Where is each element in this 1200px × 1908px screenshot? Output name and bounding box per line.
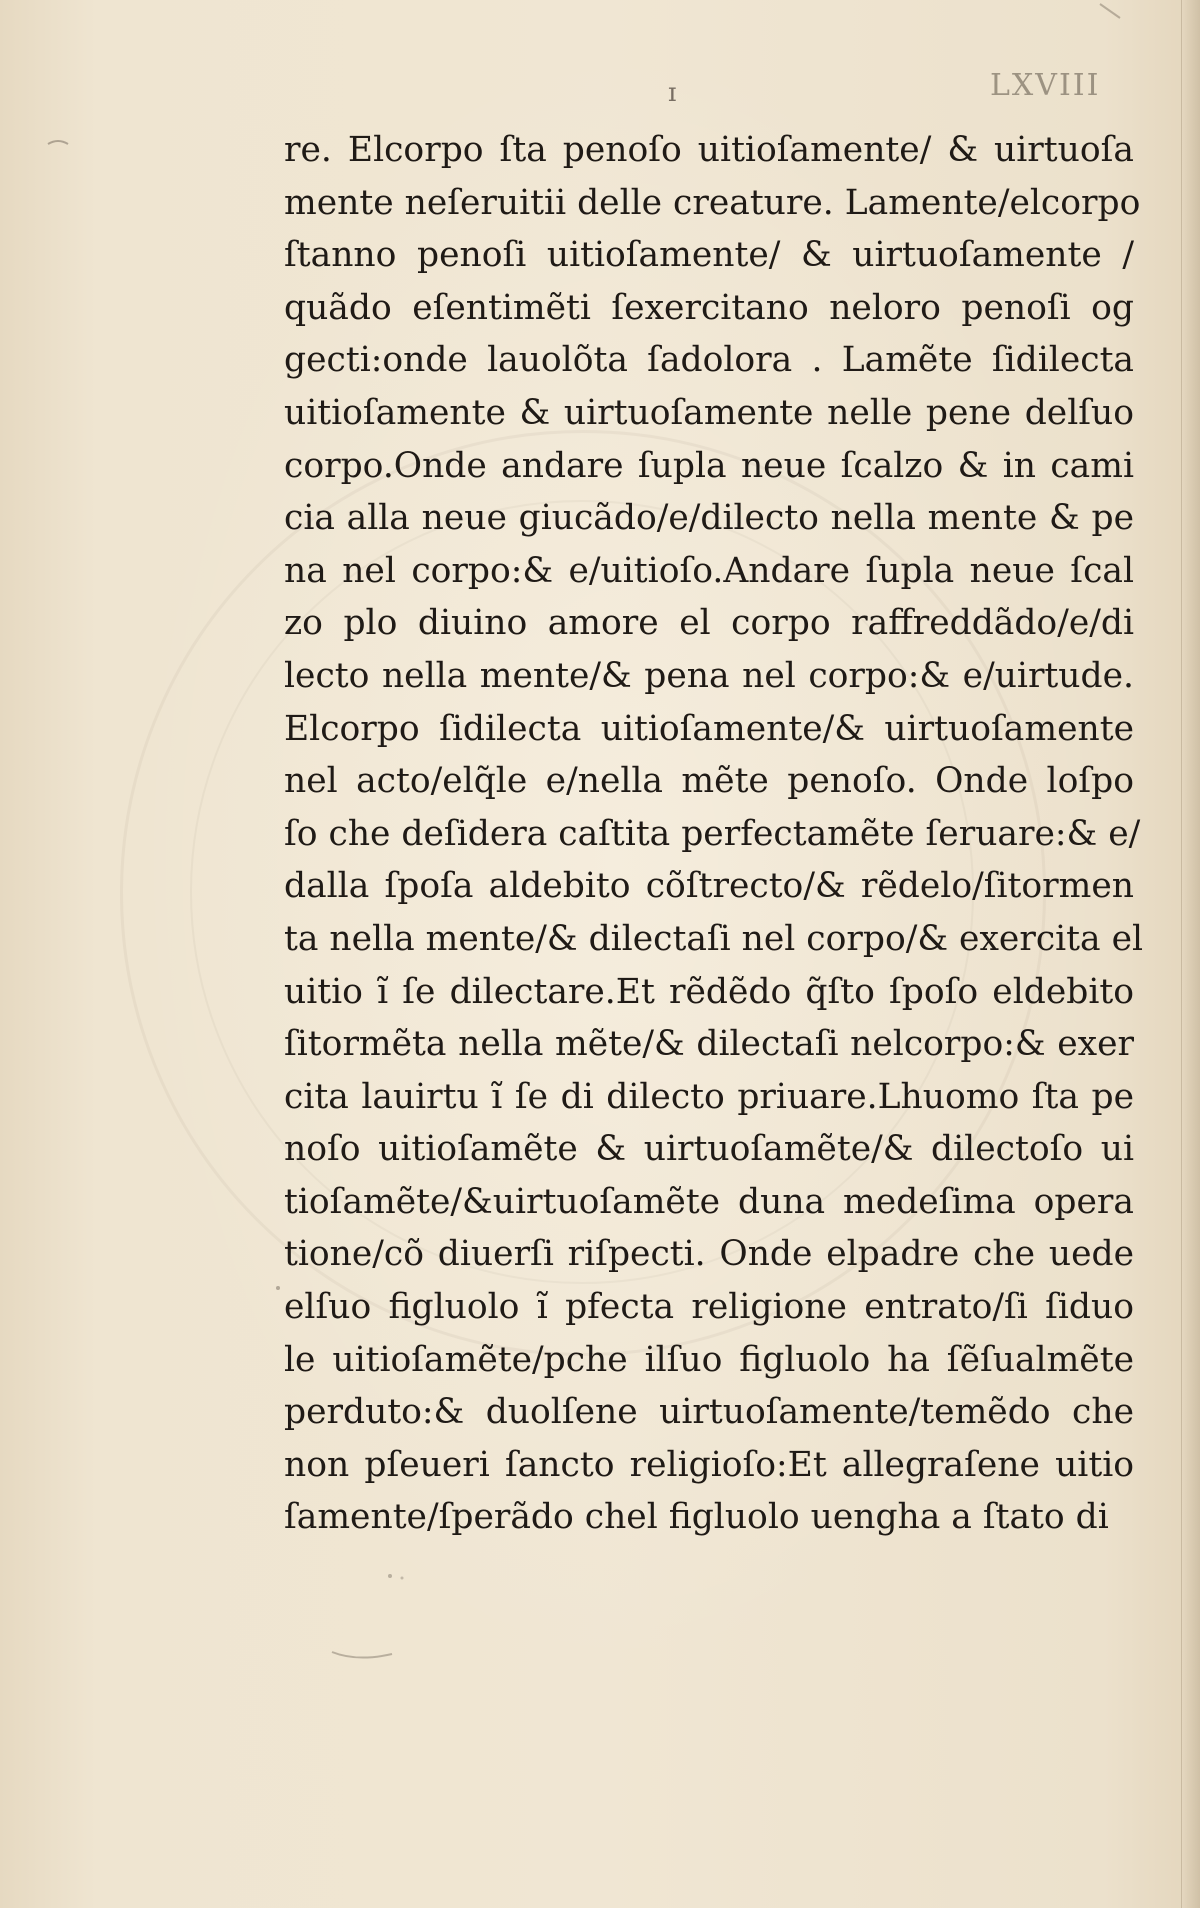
body-text — [284, 124, 1144, 1544]
text-line: dalla ſpoſa aldebito cõſtrecto/& rẽdelo/ſitormen — [284, 866, 1134, 907]
text-line: nel acto/elq̃le e/nella mẽte penoſo. Onde loſpo — [284, 761, 1134, 802]
text-line: ſtanno penoſi uitioſamente/ & uirtuoſamente / — [284, 235, 1134, 276]
text-line: quãdo eſentimẽti ſexercitano neloro penoſi og — [284, 287, 1134, 328]
text-line: tioſamẽte/&uirtuoſamẽte duna medeſima opera — [284, 1181, 1134, 1222]
text-line: zo plo diuino amore el corpo raffreddãdo/e/di — [284, 603, 1134, 644]
text-line: cia alla neue giucãdo/e/dilecto nella mente & pe — [284, 498, 1134, 539]
text-line: ta nella mente/& dilectaſi nel corpo/& exercita el — [284, 918, 1144, 959]
text-line: uitio ĩ ſe dilectare.Et rẽdẽdo q̃ſto ſpoſo eldebito — [284, 971, 1134, 1012]
text-line: ſo che deſidera caſtita perfectamẽte ſeruare:& e/ — [284, 813, 1141, 854]
signature-mark: ɪ — [668, 78, 677, 108]
page-edge-shadow — [1182, 0, 1200, 1908]
text-line: elſuo figluolo ĩ pfecta religione entrato/ſi ſiduo — [284, 1287, 1134, 1328]
text-line: non pſeueri ſancto religioſo:Et allegraſene uitio — [284, 1444, 1134, 1485]
text-line: mente neſeruitii delle creature. Lamente/elcorpo — [284, 182, 1141, 223]
text-line: le uitioſamẽte/pche ilſuo figluolo ha ſẽſualmẽte — [284, 1339, 1134, 1380]
text-line: noſo uitioſamẽte & uirtuoſamẽte/& dilectoſo ui — [284, 1129, 1134, 1170]
text-line: tione/cõ diuerſi riſpecti. Onde elpadre che uede — [284, 1234, 1134, 1275]
text-line: uitioſamente & uirtuoſamente nelle pene delſuo — [284, 392, 1134, 433]
text-line: ſamente/ſperãdo chel figluolo uengha a ſtato di — [284, 1497, 1109, 1538]
text-line: re. Elcorpo ſta penoſo uitioſamente/ & uirtuoſa — [284, 130, 1134, 170]
text-line: Elcorpo ſidilecta uitioſamente/& uirtuoſamente — [284, 708, 1134, 749]
text-line: perduto:& duolſene uirtuoſamente/temẽdo che — [284, 1392, 1134, 1433]
text-line: cita lauirtu ĩ ſe di dilecto priuare.Lhuomo ſta pe — [284, 1076, 1134, 1117]
text-line: na nel corpo:& e/uitioſo.Andare ſupla neue ſcal — [284, 550, 1134, 591]
text-line: gecti:onde lauolõta ſadolora . Lamẽte ſidilecta — [284, 340, 1134, 381]
folio-number: LXVIII — [990, 68, 1101, 103]
text-line: ſitormẽta nella mẽte/& dilectaſi nelcorpo:& exer — [284, 1024, 1134, 1065]
text-line: corpo.Onde andare ſupla neue ſcalzo & in cami — [284, 445, 1134, 486]
text-line: lecto nella mente/& pena nel corpo:& e/uirtude. — [284, 655, 1134, 696]
